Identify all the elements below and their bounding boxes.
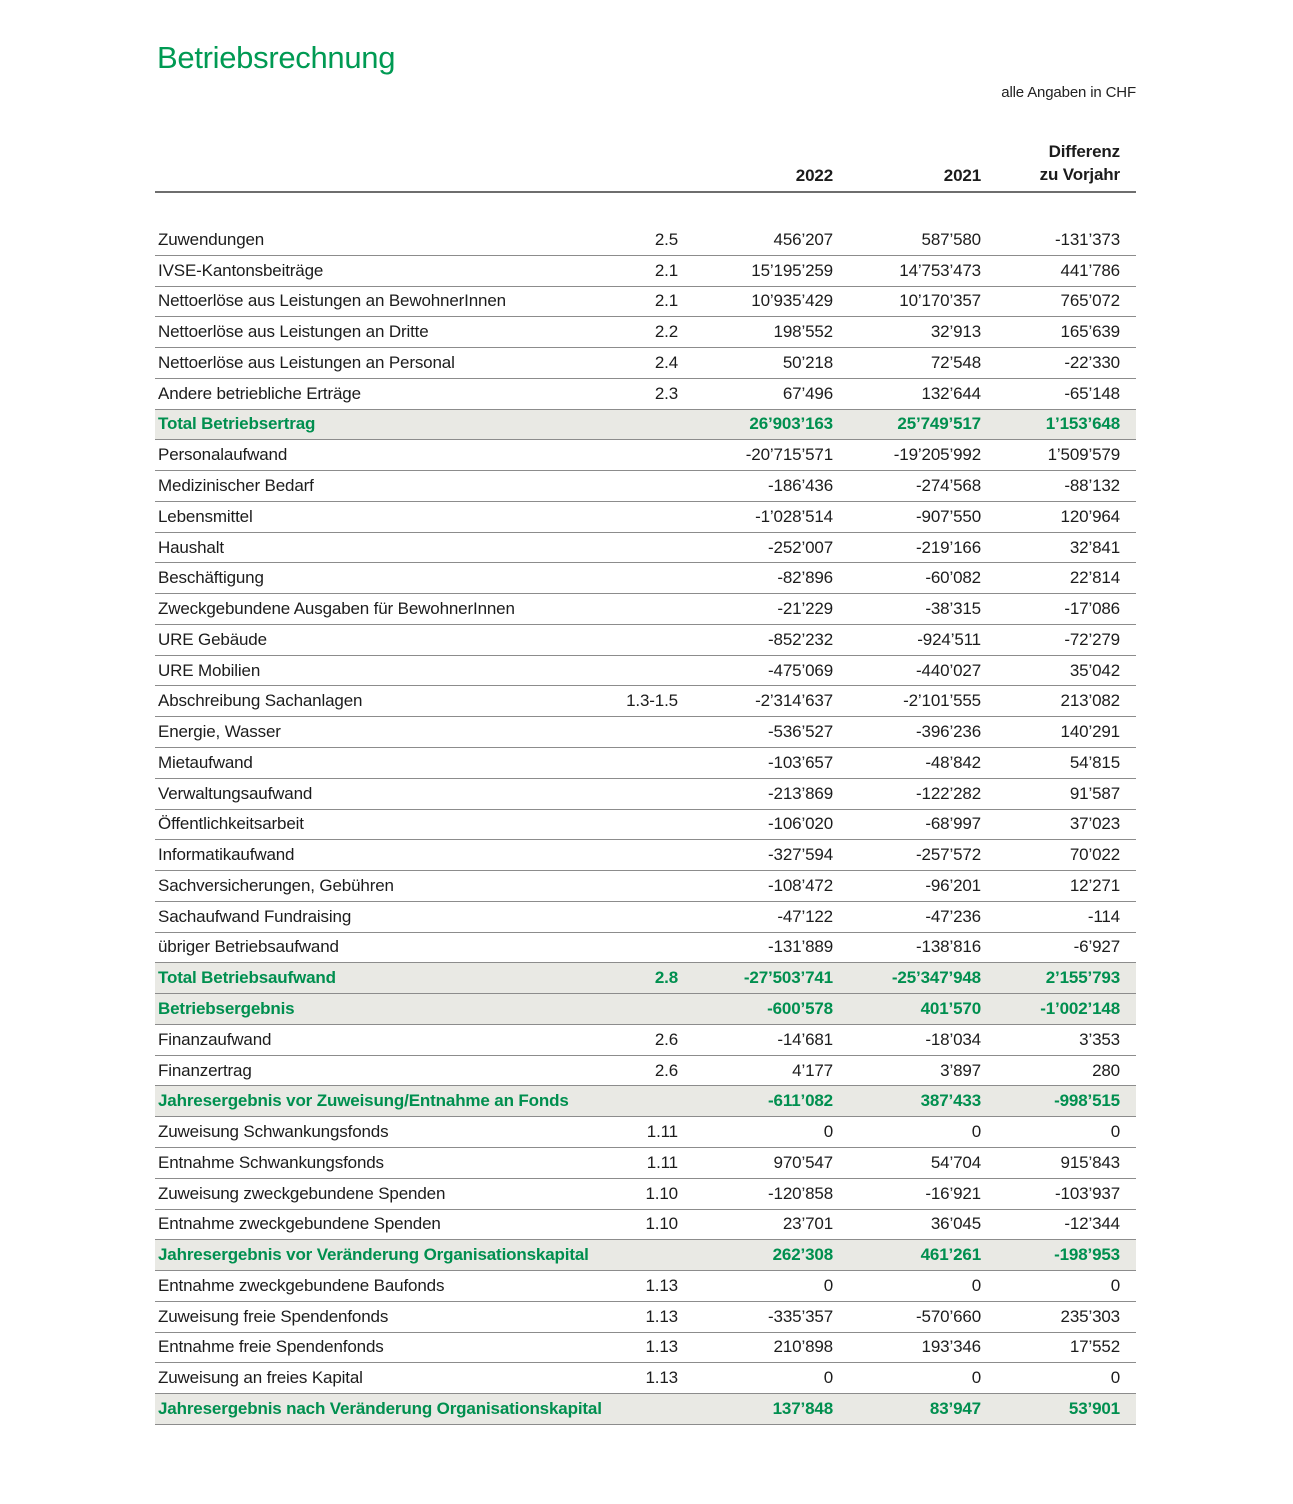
row-value-2022: -27’503’741 [743,968,833,988]
row-value-diff: -17’086 [1064,599,1120,619]
table-row [155,810,1136,841]
row-ref: 2.6 [654,1060,678,1080]
row-label: Mietaufwand [158,752,253,772]
table-row [155,594,1136,625]
row-value-diff: 37’023 [1069,814,1120,834]
row-value-2021: -16’921 [925,1183,981,1203]
row-value-2022: 970’547 [773,1152,833,1172]
row-value-2022: 10’935’429 [751,291,833,311]
row-value-2022: -852’232 [768,629,833,649]
row-label: Nettoerlöse aus Leistungen an Personal [158,352,455,372]
betriebsrechnung-table [155,140,1136,1425]
row-value-2022: -120’858 [768,1183,833,1203]
row-label: Zuweisung Schwankungsfonds [158,1122,389,1142]
row-value-diff: 0 [1110,1122,1120,1142]
row-value-diff: 120’964 [1060,506,1120,526]
row-value-diff: 1’509’579 [1047,445,1120,465]
row-ref: 2.6 [654,1029,678,1049]
row-value-diff: -1’002’148 [1040,999,1120,1019]
row-value-diff: 235’303 [1060,1306,1120,1326]
row-label: Entnahme zweckgebundene Spenden [158,1214,441,1234]
row-value-2022: 137’848 [772,1398,833,1418]
row-value-2021: -257’572 [916,845,981,865]
row-value-2021: -907’550 [916,506,981,526]
table-row [155,1056,1136,1087]
row-label: Entnahme Schwankungsfonds [158,1152,384,1172]
row-value-2022: 26’903’163 [749,414,833,434]
table-row [155,563,1136,594]
row-value-diff: 0 [1110,1368,1120,1388]
row-value-2021: -96’201 [925,875,981,895]
row-value-diff: -88’132 [1064,476,1120,495]
row-value-2022: -14’681 [777,1029,833,1049]
row-value-diff: 54’815 [1069,752,1120,772]
row-label: Entnahme freie Spendenfonds [158,1337,384,1357]
row-ref: 1.3-1.5 [626,691,678,711]
row-value-diff: 280 [1092,1060,1120,1080]
row-value-2021: 0 [971,1368,981,1388]
row-value-diff: 915’843 [1060,1152,1120,1172]
header-diff-line2: zu Vorjahr [1039,164,1120,184]
row-label: Betriebsergebnis [158,999,295,1019]
row-value-2021: -60’082 [925,568,981,588]
table-row [155,933,1136,964]
row-label: Jahresergebnis nach Veränderung Organisationskapital [158,1398,602,1418]
table-row [155,717,1136,748]
row-value-2021: -48’842 [925,752,981,772]
row-label: Nettoerlöse aus Leistungen an Dritte [158,322,429,342]
row-label: Total Betriebsertrag [158,414,316,434]
table-row [155,625,1136,656]
table-row [155,686,1136,717]
row-value-diff: -6’927 [1073,937,1120,957]
row-ref: 1.10 [645,1183,678,1203]
table-row [155,1333,1136,1364]
row-value-2021: -2’101’555 [903,691,981,711]
row-label: Personalaufwand [158,445,288,465]
row-value-2021: -570’660 [916,1306,981,1326]
row-value-diff: 35’042 [1069,660,1120,680]
row-value-2022: -1’028’514 [755,506,833,526]
row-value-diff: -114 [1087,906,1120,926]
row-value-2021: 36’045 [930,1214,981,1234]
row-label: Verwaltungsaufwand [158,783,313,803]
row-value-diff: 32’841 [1069,537,1120,557]
table-row [155,440,1136,471]
row-value-diff: 22’814 [1069,568,1120,588]
row-value-2021: -19’205’992 [893,445,981,465]
row-label: Zuweisung freie Spendenfonds [158,1306,389,1326]
row-value-2021: -38’315 [925,599,981,619]
row-value-diff: -131’373 [1055,229,1120,249]
unit-note: alle Angaben in CHF [1001,84,1136,101]
row-ref: 2.2 [654,322,678,342]
row-label: IVSE-Kantonsbeiträge [158,260,324,280]
row-value-2022: -213’869 [768,783,833,803]
row-label: Finanzertrag [158,1060,252,1080]
row-label: Medizinischer Bedarf [158,476,314,495]
row-value-2022: 15’195’259 [751,260,833,280]
page-title: Betriebsrechnung [157,40,396,75]
row-label: Jahresergebnis vor Zuweisung/Entnahme an Fonds [158,1091,569,1111]
row-value-diff: 70’022 [1069,845,1120,865]
table-body [155,225,1136,1425]
row-value-2021: 401’570 [920,999,981,1019]
row-label: Zuweisung an freies Kapital [158,1368,363,1388]
row-value-2021: -396’236 [916,722,981,742]
row-value-2021: 10’170’357 [899,291,981,311]
row-value-2021: 14’753’473 [899,260,981,280]
row-label: übriger Betriebsaufwand [158,937,339,957]
row-value-2021: -68’997 [925,814,981,834]
row-value-2021: -219’166 [916,537,981,557]
row-value-2021: 587’580 [921,229,981,249]
row-value-diff: 0 [1110,1275,1120,1295]
row-ref: 2.3 [654,383,678,403]
row-label: Beschäftigung [158,568,264,588]
row-ref: 1.11 [646,1152,678,1172]
row-label: URE Mobilien [158,660,261,680]
table-header-row [155,140,1136,193]
table-row [155,1148,1136,1179]
row-value-2021: 387’433 [920,1091,981,1111]
row-value-2022: 210’898 [773,1337,833,1357]
row-ref: 1.13 [645,1368,678,1388]
row-value-diff: 12’271 [1069,875,1120,895]
row-value-2021: 132’644 [921,383,981,403]
row-value-2022: 67’496 [782,383,833,403]
row-value-2022: -2’314’637 [755,691,833,711]
row-label: Energie, Wasser [158,722,281,742]
row-value-2021: 193’346 [921,1337,981,1357]
table-total-row [155,994,1136,1025]
row-value-diff: 140’291 [1060,722,1120,742]
row-label: Finanzaufwand [158,1029,272,1049]
row-value-2022: -536’527 [768,722,833,742]
row-label: Andere betriebliche Erträge [158,383,361,403]
row-value-diff: -103’937 [1055,1183,1120,1203]
row-value-diff: -72’279 [1064,629,1120,649]
row-value-2022: 262’308 [772,1245,833,1265]
row-label: Haushalt [158,537,224,557]
row-label: Lebensmittel [158,506,253,526]
table-row [155,287,1136,318]
row-value-2022: -600’578 [767,999,833,1019]
table-row [155,1363,1136,1394]
header-diff-line1: Differenz [1048,142,1120,162]
row-ref: 1.13 [645,1306,678,1326]
table-row [155,840,1136,871]
table-row [155,379,1136,410]
row-value-2022: -131’889 [768,937,833,957]
row-value-2022: 456’207 [773,229,833,249]
row-value-2022: 4’177 [792,1060,833,1080]
row-value-2021: -47’236 [925,906,981,926]
row-value-2021: -138’816 [916,937,981,957]
row-value-diff: 3’353 [1079,1029,1120,1049]
row-value-2022: -21’229 [777,599,833,619]
table-row [155,502,1136,533]
row-value-2022: -327’594 [768,845,833,865]
table-header-spacer [155,193,1136,225]
row-value-diff: 1’153’648 [1045,414,1120,434]
row-label: Sachaufwand Fundraising [158,906,352,926]
row-value-diff: -65’148 [1064,383,1120,403]
table-row [155,225,1136,256]
row-ref: 2.1 [654,291,678,311]
row-value-diff: -12’344 [1064,1214,1120,1234]
row-value-diff: 441’786 [1060,260,1120,280]
row-value-2022: -108’472 [768,875,833,895]
row-value-2022: -186’436 [768,476,833,495]
row-ref: 2.8 [654,968,678,988]
table-row [155,471,1136,502]
row-value-2022: -475’069 [768,660,833,680]
row-value-2022: -335’357 [768,1306,833,1326]
row-value-2022: 0 [823,1275,833,1295]
row-value-2021: -122’282 [916,783,981,803]
row-value-diff: 765’072 [1060,291,1120,311]
row-label: Abschreibung Sachanlagen [158,691,363,711]
row-ref: 2.4 [654,352,678,372]
row-value-2022: 0 [823,1368,833,1388]
table-row [155,1302,1136,1333]
row-value-2021: 32’913 [930,322,981,342]
row-value-2021: 0 [971,1122,981,1142]
row-ref: 1.13 [645,1275,678,1295]
row-value-2021: -25’347’948 [891,968,981,988]
row-value-diff: 53’901 [1068,1398,1120,1418]
row-ref: 1.10 [645,1214,678,1234]
header-year-2021: 2021 [943,166,981,185]
table-row [155,902,1136,933]
table-row [155,748,1136,779]
row-value-2022: 0 [823,1122,833,1142]
row-value-2022: -252’007 [768,537,833,557]
row-value-2021: 25’749’517 [897,414,981,434]
row-value-2022: -611’082 [768,1091,833,1111]
row-value-diff: 213’082 [1060,691,1120,711]
row-value-2022: 23’701 [782,1214,833,1234]
table-row [155,779,1136,810]
table-total-row [155,410,1136,441]
row-label: Entnahme zweckgebundene Baufonds [158,1275,445,1295]
row-value-diff: -22’330 [1064,352,1120,372]
table-row [155,871,1136,902]
header-year-2022: 2022 [795,166,833,185]
table-total-row [155,963,1136,994]
row-label: Nettoerlöse aus Leistungen an BewohnerInnen [158,291,506,311]
row-ref: 1.11 [646,1122,678,1142]
row-value-2021: 3’897 [940,1060,981,1080]
row-value-2022: -103’657 [768,752,833,772]
row-value-2021: 54’704 [930,1152,981,1172]
row-value-2021: 0 [971,1275,981,1295]
table-total-row [155,1394,1136,1425]
table-total-row [155,1240,1136,1271]
row-label: Zuwendungen [158,229,265,249]
row-value-2021: -18’034 [925,1029,981,1049]
row-value-2021: 72’548 [930,352,981,372]
table-row [155,1271,1136,1302]
table-row [155,656,1136,687]
row-value-diff: 91’587 [1069,783,1120,803]
row-value-2021: -440’027 [916,660,981,680]
row-value-2022: -106’020 [768,814,833,834]
row-label: Zuweisung zweckgebundene Spenden [158,1183,446,1203]
row-value-2022: 198’552 [773,322,833,342]
table-row [155,348,1136,379]
row-value-2022: -20’715’571 [745,445,833,465]
table-row [155,1117,1136,1148]
table-row [155,1025,1136,1056]
row-value-diff: 17’552 [1069,1337,1120,1357]
table-total-row [155,1086,1136,1117]
table-row [155,256,1136,287]
row-ref: 2.5 [654,229,678,249]
row-value-2022: -82’896 [777,568,833,588]
row-ref: 1.13 [645,1337,678,1357]
row-label: URE Gebäude [158,629,267,649]
row-value-2021: 83’947 [929,1398,981,1418]
row-value-2021: -274’568 [916,476,981,495]
row-value-diff: -998’515 [1054,1091,1120,1111]
row-label: Total Betriebsaufwand [158,968,336,988]
row-value-diff: 2’155’793 [1045,968,1120,988]
row-value-2022: -47’122 [777,906,833,926]
table-row [155,1179,1136,1210]
row-label: Sachversicherungen, Gebühren [158,875,394,895]
header-diff [981,141,1128,186]
row-label: Informatikaufwand [158,845,295,865]
table-row [155,317,1136,348]
row-value-2022: 50’218 [782,352,833,372]
row-value-2021: 461’261 [920,1245,981,1265]
row-value-diff: -198’953 [1054,1245,1120,1265]
table-row [155,533,1136,564]
row-label: Jahresergebnis vor Veränderung Organisationskapital [158,1245,589,1265]
row-label: Öffentlichkeitsarbeit [158,814,304,834]
row-ref: 2.1 [654,260,678,280]
row-value-diff: 165’639 [1060,322,1120,342]
row-label: Zweckgebundene Ausgaben für BewohnerInnen [158,599,515,619]
table-row [155,1210,1136,1241]
row-value-2021: -924’511 [917,629,981,649]
